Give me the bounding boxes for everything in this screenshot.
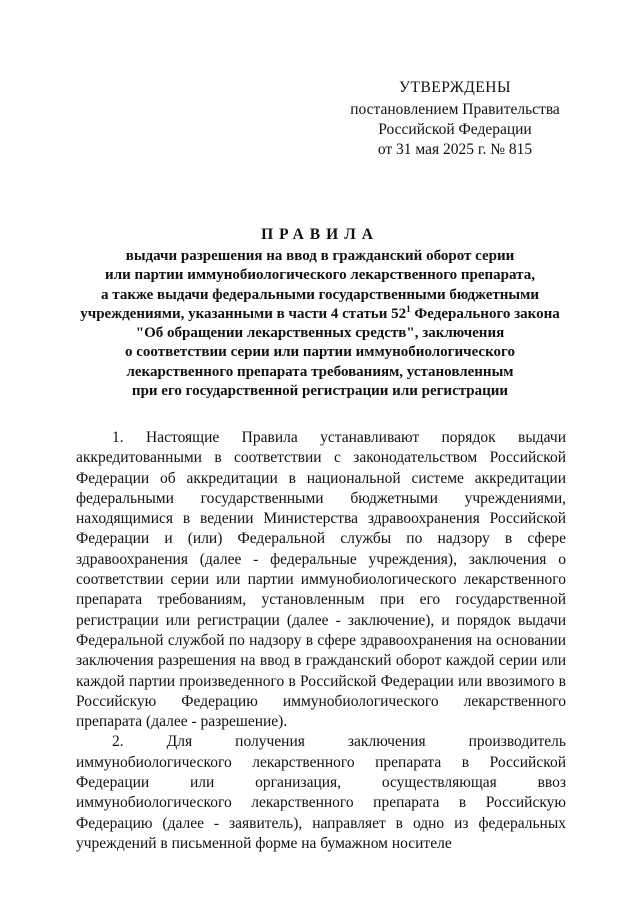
paragraph-1: 1. Настоящие Правила устанавливают порядок выдачи аккредитованными в соответствии с законодательством Российской Федерации об аккредитации в национальной системе аккредитации федеральными государственными бюджетными учреждениями, находящимися в ведении Министерства здравоохранения Российской Федерации и (или) Федеральной службы по надзору в сфере здравоохранения (далее - федеральные учреждения), заключения о соответствии серии или партии иммунобиологического лекарственного препарата требованиям, установленным при его государственной регистрации или регистрации (далее - заключение), и порядок выдачи Федеральной службой по надзору в сфере здравоохранения на основании заключения разрешения на ввод в гражданский оборот каждой серии или каждой партии произведенного в Российской Федерации или ввозимого в Российскую Федерацию иммунобиологического лекарственного препарата (далее - разрешение). (76, 429, 566, 731)
article-superscript: 1 (406, 303, 411, 314)
subtitle-line: или партии иммунобиологического лекарственного препарата, (105, 267, 535, 284)
approval-line-2: Российской Федерации (378, 121, 532, 138)
subtitle-line (60, 305, 580, 324)
subtitle-line: лекарственного препарата требованиям, установленным (126, 363, 514, 380)
approval-heading: УТВЕРЖДЕНЫ (399, 79, 511, 96)
subtitle-line-part: Федерального закона (410, 305, 560, 322)
document-body (76, 428, 566, 854)
approval-line-3: от 31 мая 2025 г. № 815 (377, 141, 533, 158)
subtitle-line: о соответствии серии или партии иммунобиологического (125, 344, 515, 361)
subtitle-line: а также выдачи федеральными государственными бюджетными (101, 286, 539, 303)
paragraph-2: 2. Для получения заключения производитель иммунобиологического лекарственного препарата в Российской Федерации или организация, осуществляющая ввоз иммунобиологического лекарственного препарата в Российскую Федерацию (далее - заявитель), направляет в одно из федеральных учреждений в письменной форме на бумажном носителе (76, 733, 566, 852)
subtitle-line: при его государственной регистрации или регистрации (131, 383, 509, 400)
subtitle-line: выдачи разрешения на ввод в гражданский оборот серии (125, 248, 515, 264)
document-subtitle (60, 247, 580, 401)
subtitle-line: "Об обращении лекарственных средств", заключения (135, 325, 505, 342)
approval-line-1: постановлением Правительства (350, 101, 560, 118)
document-title: ПРАВИЛА (261, 226, 379, 243)
approval-block (330, 78, 580, 160)
subtitle-line-part: учреждениями, указанными в части 4 статьи 52 (80, 305, 407, 322)
